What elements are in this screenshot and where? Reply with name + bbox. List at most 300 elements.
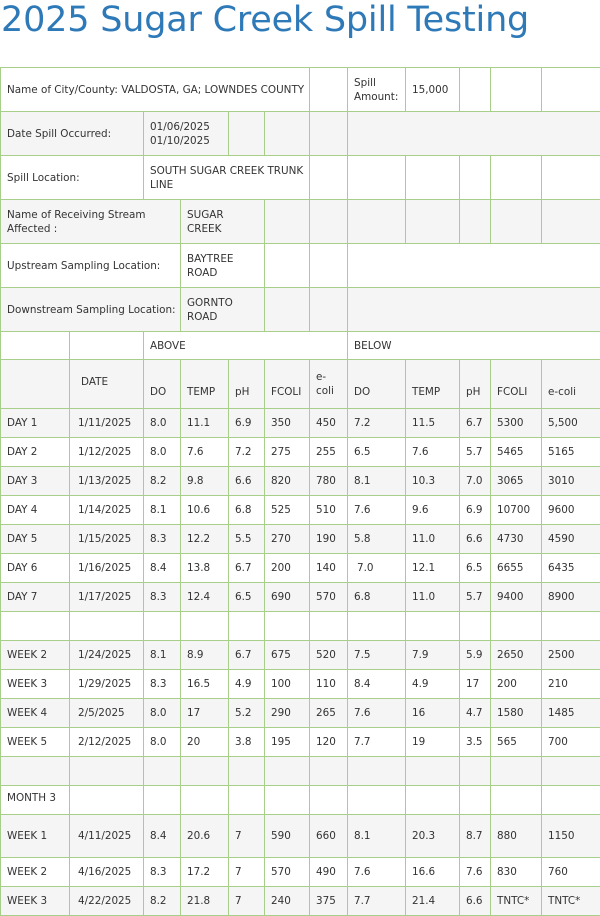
table-cell (459, 886, 491, 916)
table-cell (347, 524, 406, 554)
table-cell (459, 857, 491, 887)
table-cell-text: 760 (548, 866, 568, 878)
table-cell-text: 510 (316, 504, 336, 516)
table-cell (264, 495, 310, 525)
table-cell (69, 466, 144, 496)
table-cell (309, 553, 348, 583)
table-cell (309, 287, 348, 332)
table-cell (490, 582, 542, 612)
table-cell (459, 814, 491, 858)
table-cell-text: 490 (316, 866, 336, 878)
table-cell-text: 6.5 (354, 446, 371, 458)
table-cell (405, 553, 460, 583)
table-cell (459, 199, 491, 244)
table-cell (228, 669, 265, 699)
table-cell (264, 669, 310, 699)
row-label (0, 466, 70, 496)
table-cell-text: 7.0 (466, 475, 483, 487)
table-cell-text: 4/11/2025 (78, 830, 132, 842)
table-cell (490, 756, 542, 786)
table-cell-text: 5.7 (466, 446, 483, 458)
date-label-text: Date Spill Occurred: (7, 127, 112, 140)
table-cell (490, 640, 542, 670)
table-cell (228, 727, 265, 757)
table-cell-text: 700 (548, 736, 568, 748)
row-label-text: WEEK 4 (7, 707, 48, 719)
table-cell-text: 7.0 (357, 562, 374, 574)
table-cell (264, 857, 310, 887)
downstream-value (180, 287, 265, 332)
upstream-label-text: Upstream Sampling Location: (7, 259, 161, 272)
table-cell-text: 8.3 (150, 533, 167, 545)
table-cell (69, 785, 144, 815)
table-cell-text: 6435 (548, 562, 575, 574)
table-cell-text: 20.3 (412, 830, 436, 842)
table-cell (541, 640, 600, 670)
row-label-text: WEEK 5 (7, 736, 48, 748)
city-county-cell-text: Name of City/County: VALDOSTA, GA; LOWNDES COUNTY (7, 83, 305, 96)
table-cell (490, 669, 542, 699)
row-label (0, 582, 70, 612)
table-cell (180, 814, 229, 858)
table-cell (143, 857, 181, 887)
table-cell-text: 210 (548, 678, 568, 690)
table-cell (405, 199, 460, 244)
table-cell-text: TNTC* (497, 895, 530, 907)
table-cell (490, 437, 542, 467)
date-label (0, 111, 144, 156)
table-cell (541, 495, 600, 525)
table-cell (405, 408, 460, 438)
table-cell (228, 814, 265, 858)
table-cell-text: 8.1 (354, 475, 371, 487)
table-cell (459, 611, 491, 641)
table-cell (347, 698, 406, 728)
row-label (0, 727, 70, 757)
table-cell-text: 780 (316, 475, 336, 487)
table-cell (459, 582, 491, 612)
upstream-value (180, 243, 265, 288)
table-cell-text: 1/15/2025 (78, 533, 132, 545)
table-cell (309, 698, 348, 728)
table-cell (69, 727, 144, 757)
table-cell (490, 67, 542, 112)
date-value (143, 111, 229, 156)
column-header-text: e- coli (316, 371, 334, 397)
table-cell-text: 20 (187, 736, 201, 748)
table-cell (180, 524, 229, 554)
row-label (0, 611, 70, 641)
table-cell-text: 350 (271, 417, 291, 429)
location-label-text: Spill Location: (7, 171, 80, 184)
table-cell (405, 611, 460, 641)
table-cell-text: 10.3 (412, 475, 436, 487)
table-cell-text: 16.6 (412, 866, 436, 878)
table-cell (347, 553, 406, 583)
row-label (0, 857, 70, 887)
table-cell (180, 698, 229, 728)
table-cell (264, 582, 310, 612)
table-cell (541, 155, 600, 200)
table-cell-text: 6.9 (235, 417, 252, 429)
table-cell (405, 495, 460, 525)
table-cell (69, 857, 144, 887)
table-cell-text: 3.5 (466, 736, 483, 748)
table-cell (309, 611, 348, 641)
table-cell-text: 140 (316, 562, 336, 574)
table-cell-text: 8.1 (150, 504, 167, 516)
spill-amount-value-text: 15,000 (412, 83, 449, 96)
table-cell (264, 886, 310, 916)
table-cell-text: 6.5 (235, 591, 252, 603)
table-cell-text: 4.7 (466, 707, 483, 719)
table-cell-text: 200 (271, 562, 291, 574)
row-label-text: DAY 5 (7, 533, 38, 545)
table-cell (228, 857, 265, 887)
table-cell (541, 466, 600, 496)
table-cell-text: 4.9 (235, 678, 252, 690)
table-cell-text: 1/11/2025 (78, 417, 132, 429)
table-cell-text: 6.6 (466, 533, 483, 545)
table-cell (405, 582, 460, 612)
table-cell-text: 265 (316, 707, 336, 719)
table-cell (490, 553, 542, 583)
table-cell (459, 640, 491, 670)
table-cell (541, 814, 600, 858)
column-header (264, 359, 310, 409)
column-header-text: DO (354, 386, 371, 398)
table-cell-text: 1485 (548, 707, 575, 719)
table-cell (347, 287, 600, 332)
table-cell-text: 9.8 (187, 475, 204, 487)
stream-label-text: Name of Receiving Stream Affected : (7, 208, 146, 235)
table-cell (69, 495, 144, 525)
table-cell-text: 4/16/2025 (78, 866, 132, 878)
table-cell (347, 155, 406, 200)
table-cell-text: 675 (271, 649, 291, 661)
table-cell (69, 640, 144, 670)
table-cell-text: 8.9 (187, 649, 204, 661)
table-cell-text: 8.1 (354, 830, 371, 842)
table-cell (143, 669, 181, 699)
table-cell-text: 255 (316, 446, 336, 458)
spill-testing-table (0, 67, 600, 910)
table-cell-text: 4/22/2025 (78, 895, 132, 907)
table-cell-text: 7.6 (466, 866, 483, 878)
table-cell-text: 8.4 (150, 830, 167, 842)
table-cell (405, 437, 460, 467)
table-cell (405, 640, 460, 670)
table-cell (541, 553, 600, 583)
table-cell-text: 7.6 (354, 504, 371, 516)
table-cell (228, 524, 265, 554)
column-header-text: pH (466, 386, 481, 398)
location-value-text: SOUTH SUGAR CREEK TRUNK LINE (150, 164, 304, 191)
table-cell (180, 857, 229, 887)
table-cell-text: 8.0 (150, 417, 167, 429)
table-cell (69, 553, 144, 583)
table-cell (180, 408, 229, 438)
column-header-text: FCOLI (271, 386, 302, 398)
above-group-header-text: ABOVE (150, 339, 186, 352)
table-cell (309, 727, 348, 757)
table-cell-text: 8.0 (150, 736, 167, 748)
table-cell-text: 8.3 (150, 678, 167, 690)
table-cell (264, 437, 310, 467)
table-cell-text: 2/5/2025 (78, 707, 125, 719)
table-cell (309, 785, 348, 815)
city-county-cell (0, 67, 310, 112)
table-cell (405, 524, 460, 554)
table-cell (309, 466, 348, 496)
table-cell-text: TNTC* (548, 895, 581, 907)
table-cell-text: 16.5 (187, 678, 211, 690)
table-cell (405, 466, 460, 496)
table-cell-text: 190 (316, 533, 336, 545)
column-header (228, 359, 265, 409)
table-cell (541, 756, 600, 786)
table-cell (180, 582, 229, 612)
table-cell (69, 437, 144, 467)
column-header (143, 359, 181, 409)
table-cell (264, 553, 310, 583)
table-cell-text: 820 (271, 475, 291, 487)
table-cell-text: 8.0 (150, 707, 167, 719)
table-cell (541, 582, 600, 612)
spill-amount-value (405, 67, 460, 112)
table-cell-text: 4730 (497, 533, 524, 545)
row-label-text: DAY 3 (7, 475, 38, 487)
table-cell (143, 524, 181, 554)
table-cell (490, 408, 542, 438)
table-cell (143, 886, 181, 916)
table-cell (69, 331, 144, 360)
table-cell-text: 7.6 (354, 707, 371, 719)
table-cell-text: 9600 (548, 504, 575, 516)
table-cell (228, 886, 265, 916)
table-cell-text: 12.1 (412, 562, 436, 574)
spill-amount-label-text: Spill Amount: (354, 76, 399, 103)
table-cell (264, 524, 310, 554)
table-cell (347, 199, 406, 244)
row-label (0, 698, 70, 728)
table-cell-text: 19 (412, 736, 426, 748)
table-cell (143, 698, 181, 728)
table-cell (264, 611, 310, 641)
table-cell-text: 6.6 (235, 475, 252, 487)
table-cell (309, 756, 348, 786)
row-label (0, 437, 70, 467)
table-cell (459, 669, 491, 699)
table-cell-text: 520 (316, 649, 336, 661)
table-cell (347, 814, 406, 858)
table-cell-text: 1/17/2025 (78, 591, 132, 603)
downstream-value-text: GORNTO ROAD (187, 296, 233, 323)
row-label (0, 669, 70, 699)
row-label-text: WEEK 1 (7, 830, 48, 842)
table-cell-text: 8900 (548, 591, 575, 603)
table-cell-text: 17.2 (187, 866, 211, 878)
column-header-text: e-coli (548, 386, 576, 398)
table-cell-text: 9400 (497, 591, 524, 603)
table-cell (347, 785, 406, 815)
row-label-text: WEEK 2 (7, 866, 48, 878)
table-cell (347, 756, 406, 786)
table-cell (459, 466, 491, 496)
table-cell (490, 857, 542, 887)
table-cell-text: 1580 (497, 707, 524, 719)
table-cell (347, 437, 406, 467)
table-cell-text: 1/12/2025 (78, 446, 132, 458)
table-cell (264, 466, 310, 496)
table-cell-text: 8.4 (354, 678, 371, 690)
table-cell-text: 1/13/2025 (78, 475, 132, 487)
table-cell (264, 698, 310, 728)
column-header-text: DATE (81, 376, 109, 388)
table-cell-text: 570 (271, 866, 291, 878)
table-cell (347, 669, 406, 699)
table-cell (459, 524, 491, 554)
row-label-text: DAY 1 (7, 417, 38, 429)
table-cell (459, 756, 491, 786)
column-header-text: pH (235, 386, 250, 398)
table-cell (459, 727, 491, 757)
row-label-text: DAY 2 (7, 446, 38, 458)
column-header (347, 359, 406, 409)
row-label (0, 814, 70, 858)
table-cell-text: 8.3 (150, 866, 167, 878)
table-cell (405, 814, 460, 858)
table-cell (143, 582, 181, 612)
table-cell (309, 886, 348, 916)
table-cell (264, 199, 310, 244)
column-header (490, 359, 542, 409)
table-cell (228, 437, 265, 467)
table-cell (541, 698, 600, 728)
table-cell (405, 756, 460, 786)
table-cell (228, 111, 265, 156)
table-cell (309, 437, 348, 467)
table-cell (180, 756, 229, 786)
row-label (0, 524, 70, 554)
table-cell-text: 7.6 (187, 446, 204, 458)
table-cell-text: 1150 (548, 830, 575, 842)
table-cell (228, 466, 265, 496)
table-cell (309, 408, 348, 438)
table-cell (264, 727, 310, 757)
table-cell (143, 785, 181, 815)
column-header-text: TEMP (187, 386, 216, 398)
table-cell (180, 437, 229, 467)
table-cell-text: 7 (235, 866, 242, 878)
table-cell-text: 590 (271, 830, 291, 842)
table-cell (143, 756, 181, 786)
table-cell-text: 8.4 (150, 562, 167, 574)
table-cell-text: 270 (271, 533, 291, 545)
table-cell (347, 611, 406, 641)
table-cell-text: 8.7 (466, 830, 483, 842)
row-label-text: WEEK 3 (7, 895, 48, 907)
row-label (0, 756, 70, 786)
upstream-label (0, 243, 181, 288)
table-cell-text: 5300 (497, 417, 524, 429)
table-cell (347, 886, 406, 916)
table-cell (228, 785, 265, 815)
table-cell (405, 886, 460, 916)
table-cell (490, 727, 542, 757)
table-cell-text: 570 (316, 591, 336, 603)
table-cell (69, 669, 144, 699)
table-cell (459, 785, 491, 815)
table-cell (347, 243, 600, 288)
table-cell-text: 3065 (497, 475, 524, 487)
table-cell-text: 12.4 (187, 591, 211, 603)
below-group-header-text: BELOW (354, 339, 392, 352)
table-cell-text: 200 (497, 678, 517, 690)
table-cell-text: 7.2 (235, 446, 252, 458)
table-cell (69, 698, 144, 728)
table-cell (541, 727, 600, 757)
table-cell (309, 857, 348, 887)
table-cell-text: 1/29/2025 (78, 678, 132, 690)
table-cell-text: 240 (271, 895, 291, 907)
table-cell-text: 21.4 (412, 895, 436, 907)
table-cell (180, 785, 229, 815)
table-cell-text: 8.0 (150, 446, 167, 458)
table-cell-text: 7.6 (412, 446, 429, 458)
table-cell (405, 698, 460, 728)
table-cell-text: 450 (316, 417, 336, 429)
column-header-text: TEMP (412, 386, 441, 398)
table-cell (490, 886, 542, 916)
table-cell-text: 375 (316, 895, 336, 907)
table-cell (143, 640, 181, 670)
table-cell (459, 495, 491, 525)
row-label (0, 640, 70, 670)
row-label-text: WEEK 3 (7, 678, 48, 690)
table-cell-text: 100 (271, 678, 291, 690)
table-cell (143, 814, 181, 858)
table-cell-text: 7.6 (354, 866, 371, 878)
table-cell (490, 155, 542, 200)
table-cell-text: 2650 (497, 649, 524, 661)
table-cell (264, 756, 310, 786)
row-label (0, 553, 70, 583)
downstream-label (0, 287, 181, 332)
table-cell (541, 408, 600, 438)
stream-value (180, 199, 265, 244)
table-cell-text: 5.2 (235, 707, 252, 719)
table-cell-text: 4.9 (412, 678, 429, 690)
table-cell (459, 698, 491, 728)
table-cell-text: 195 (271, 736, 291, 748)
column-header (180, 359, 229, 409)
table-cell-text: 10700 (497, 504, 531, 516)
table-cell-text: 7 (235, 895, 242, 907)
table-cell (405, 857, 460, 887)
table-cell-text: 290 (271, 707, 291, 719)
table-cell-text: 6.9 (466, 504, 483, 516)
table-cell (459, 408, 491, 438)
table-cell-text: 11.0 (412, 591, 436, 603)
table-cell-text: 11.0 (412, 533, 436, 545)
table-cell-text: 10.6 (187, 504, 211, 516)
table-cell (180, 553, 229, 583)
table-cell-text: 5.8 (354, 533, 371, 545)
table-cell (490, 524, 542, 554)
table-cell (309, 669, 348, 699)
table-cell (143, 466, 181, 496)
